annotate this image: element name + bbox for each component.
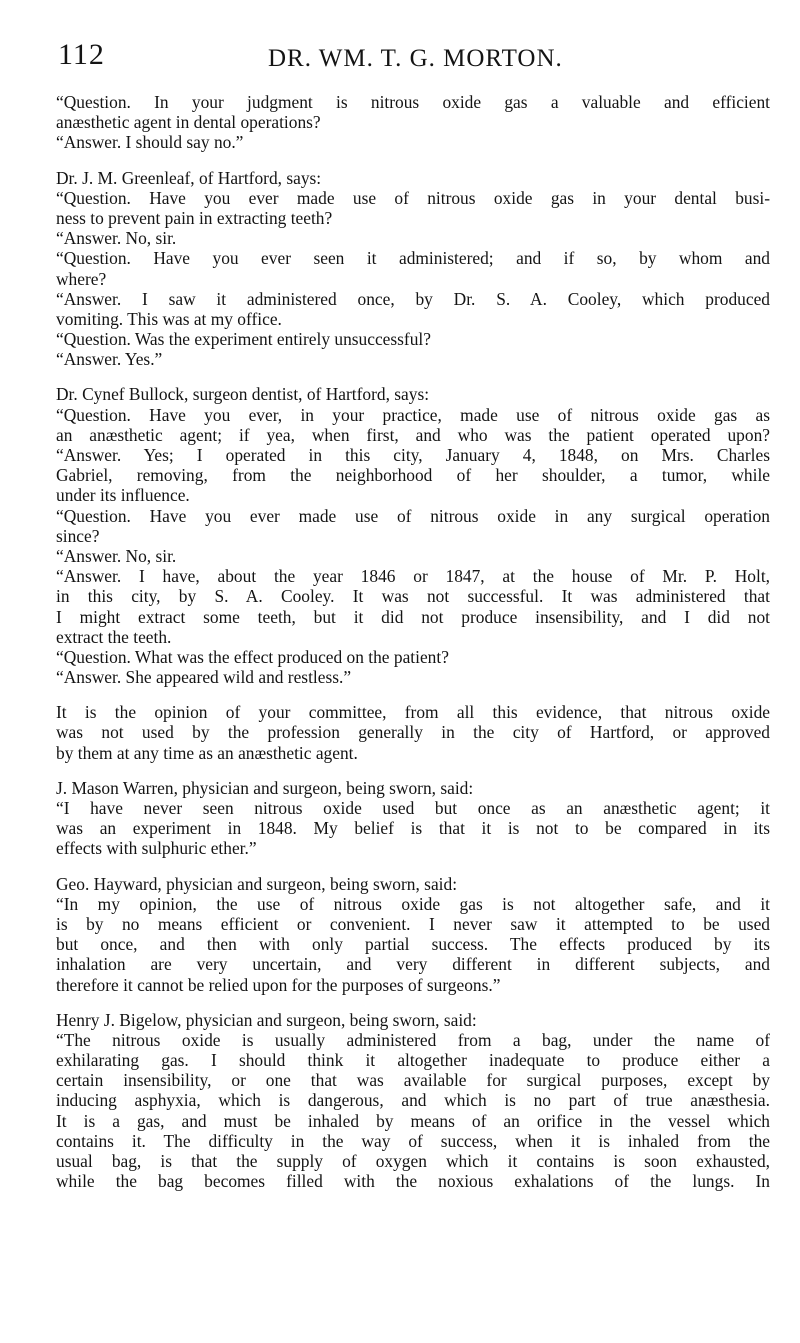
paragraph xyxy=(56,384,770,687)
text-line: “Question. In your judgment is nitrous oxide gas a valuable and efficient xyxy=(56,92,770,112)
text-line: Dr. J. M. Greenleaf, of Hartford, says: xyxy=(56,167,322,188)
text-line: exhilarating gas. I should think it altogether inadequate to produce either a xyxy=(56,1050,770,1071)
text-line: “The nitrous oxide is usually administered from a bag, under the name of xyxy=(56,1029,770,1050)
text-line: “Answer. I have, about the year 1846 or 1847, at the house of Mr. P. Holt, xyxy=(56,566,770,587)
text-line: “Answer. Yes; I operated in this city, January 4, 1848, on Mrs. Charles xyxy=(56,445,770,465)
text-line: J. Mason Warren, physician and surgeon, being sworn, said: xyxy=(56,777,474,798)
text-line: under its influence. xyxy=(56,485,190,506)
text-line: but once, and then with only partial success. The effects produced by its xyxy=(56,934,770,955)
paragraph xyxy=(56,1010,770,1192)
text-line: ness to prevent pain in extracting teeth? xyxy=(56,207,333,228)
paragraph-gap xyxy=(56,687,770,702)
text-line: inhalation are very uncertain, and very different in different subjects, and xyxy=(56,954,770,975)
text-line: an anæsthetic agent; if yea, when first, and who was the patient operated upon? xyxy=(56,424,770,445)
text-line: “Answer. No, sir. xyxy=(56,228,177,249)
paragraph-gap xyxy=(56,153,770,168)
text-line: while the bag becomes filled with the noxious exhalations of the lungs. In xyxy=(56,1171,770,1192)
text-line: Geo. Hayward, physician and surgeon, being sworn, said: xyxy=(56,873,458,894)
paragraph xyxy=(56,168,770,370)
text-line: “In my opinion, the use of nitrous oxide gas is not altogether safe, and it xyxy=(56,893,770,914)
paragraph xyxy=(56,702,770,763)
text-line: “Answer. She appeared wild and restless.” xyxy=(56,667,352,688)
text-line: “Question. Was the experiment entirely unsuccessful? xyxy=(56,329,431,350)
text-line: contains it. The difficulty in the way of success, when it is inhaled from the xyxy=(56,1130,770,1151)
text-line: “I have never seen nitrous oxide used but once as an anæsthetic agent; it xyxy=(56,798,770,818)
body-text xyxy=(56,92,770,1191)
text-line: “Question. Have you ever, in your practice, made use of nitrous oxide gas as xyxy=(56,404,770,425)
text-line: usual bag, is that the supply of oxygen which it contains is soon exhausted, xyxy=(56,1151,770,1171)
paragraph xyxy=(56,874,770,995)
paragraph xyxy=(56,92,770,153)
text-line: “Answer. No, sir. xyxy=(56,545,177,566)
text-line: Dr. Cynef Bullock, surgeon dentist, of Hartford, says: xyxy=(56,384,430,405)
paragraph-gap xyxy=(56,859,770,874)
text-line: “Answer. Yes.” xyxy=(56,349,163,370)
text-line: “Question. What was the effect produced on the patient? xyxy=(56,646,449,667)
text-line: anæsthetic agent in dental operations? xyxy=(56,112,321,133)
text-line: certain insensibility, or one that was available for surgical purposes, except by xyxy=(56,1070,770,1091)
page-number: 112 xyxy=(58,38,105,71)
text-line: Gabriel, removing, from the neighborhood of her shoulder, a tumor, while xyxy=(56,465,770,486)
paragraph xyxy=(56,778,770,859)
text-line: therefore it cannot be relied upon for the purposes of surgeons.” xyxy=(56,974,501,995)
text-line: “Answer. I should say no.” xyxy=(56,132,244,153)
text-line: in this city, by S. A. Cooley. It was not successful. It was administered that xyxy=(56,586,770,607)
running-head: DR. WM. T. G. MORTON. xyxy=(268,45,563,72)
text-line: since? xyxy=(56,525,100,546)
paragraph-gap xyxy=(56,995,770,1010)
text-line: I might extract some teeth, but it did not produce insensibility, and I did not xyxy=(56,606,770,627)
text-line: was an experiment in 1848. My belief is that it is not to be compared in its xyxy=(56,818,770,839)
text-line: was not used by the profession generally in the city of Hartford, or approved xyxy=(56,722,770,743)
text-line: effects with sulphuric ether.” xyxy=(56,838,257,859)
text-line: “Question. Have you ever made use of nitrous oxide gas in your dental busi- xyxy=(56,187,770,208)
text-line: by them at any time as an anæsthetic agent. xyxy=(56,742,358,763)
paragraph-gap xyxy=(56,369,770,384)
text-line: where? xyxy=(56,268,107,289)
text-line: inducing asphyxia, which is dangerous, and which is no part of true anæsthesia. xyxy=(56,1090,770,1111)
text-line: Henry J. Bigelow, physician and surgeon, being sworn, said: xyxy=(56,1009,477,1030)
text-line: It is the opinion of your committee, from all this evidence, that nitrous oxide xyxy=(56,702,770,723)
text-line: “Answer. I saw it administered once, by Dr. S. A. Cooley, which produced xyxy=(56,288,770,309)
text-line: is by no means efficient or convenient. I never saw it attempted to be used xyxy=(56,913,770,934)
text-line: It is a gas, and must be inhaled by means of an orifice in the vessel which xyxy=(56,1110,770,1131)
text-line: “Question. Have you ever seen it administered; and if so, by whom and xyxy=(56,248,770,269)
text-line: vomiting. This was at my office. xyxy=(56,308,282,329)
text-line: extract the teeth. xyxy=(56,626,172,647)
text-line: “Question. Have you ever made use of nitrous oxide in any surgical operation xyxy=(56,505,770,526)
paragraph-gap xyxy=(56,763,770,778)
